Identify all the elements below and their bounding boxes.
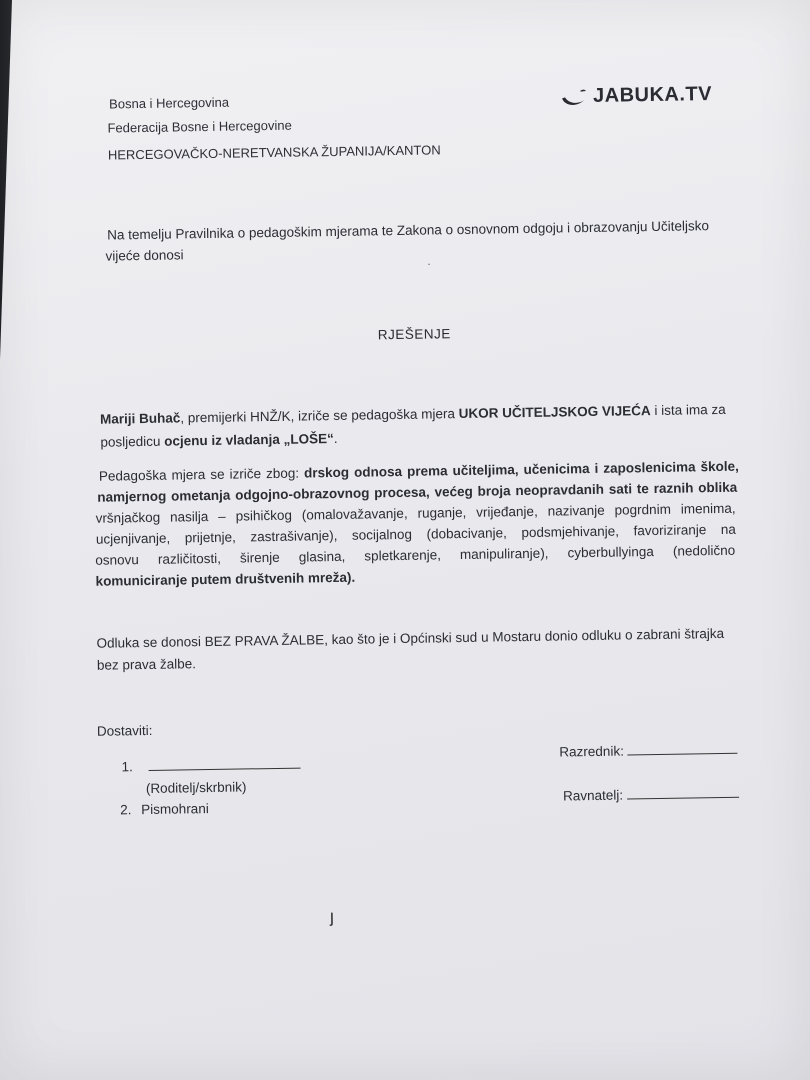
delivery-item-2 [120,798,209,820]
logo-text: JABUKA.TV [592,83,713,107]
delivery-item-2-text: Pismohrani [141,801,209,818]
delivery-item-1-number: 1. [121,759,133,775]
appeal-start: Odluka se donosi [96,634,202,651]
delivery-item-1-sub: (Roditelj/skrbnik) [145,779,247,797]
reasons-line-6: komuniciranje putem društvenih mreža). [95,569,356,589]
delivery-label: Dostaviti: [96,722,153,739]
reasons-line-2: namjernog ometanja odgojno-obrazovnog procesa, većeg broja neopravdanih sati te raznih oblika [97,479,738,505]
reasons-line-3: vršnjačkog nasilja – psihičkog (omalovažavanje, ruganje, vrijeđanje, nazivanje pogrdnim imenima, [95,500,736,526]
pen-mark: ȷ [329,906,335,927]
appeal-line-2: bez prava žalbe. [96,656,197,673]
decision-line-1 [100,399,726,430]
decision-line2-end: . [333,430,338,447]
signature-class-teacher-label: Razrednik: [559,743,624,760]
header-canton: HERCEGOVAČKO-NERETVANSKA ŽUPANIJA/KANTON [107,142,441,163]
decision-line2-start: posljedicu [100,433,161,450]
signature-principal-line [627,785,739,800]
signature-principal [563,783,739,807]
reasons-line-4: ucjenjivanje, prijetnje, zastrašivanje), socijalnog (dobacivanje, podsmjehivanje, favoriziranje na [95,521,736,547]
decision-measure: UKOR UČITELJSKOG VIJEĆA [458,403,651,422]
reasons-line-5: osnovu različitosti, širenje glasina, spletkarenje, manipuliranje), cyberbullyinga (nedolično [95,542,736,568]
decision-text-1: , premijerki HNŽ/K, izriče se pedagoška mjera [180,406,456,426]
reasons-text-1: drskog odnosa prema učiteljima, učenicima i zaposlenicima škole, [303,458,739,481]
delivery-item-2-number: 2. [120,802,132,818]
decision-text-2: i ista ima za [654,401,726,418]
decision-grade: ocjenu iz vladanja „LOŠE“ [164,431,334,449]
header-federation: Federacija Bosne i Hercegovine [107,117,292,136]
appeal-line-1 [96,623,724,654]
signature-class-teacher [559,739,738,763]
stray-mark: ˙ [427,261,432,276]
signature-principal-label: Ravnatelj: [562,787,624,804]
decision-name: Mariji Buhač [99,410,181,427]
delivery-item-1 [121,754,300,778]
decision-line-2 [100,428,337,453]
header-country: Bosna i Hercegovina [108,94,230,112]
signature-class-teacher-line [628,741,738,756]
jabuka-logo [559,83,712,108]
jabuka-logo-icon [559,85,589,107]
intro-line-1: Na temelju Pravilnika o pedagoškim mjerama te Zakona o osnovnom odgoju i obrazovanju Učiteljsko [107,218,710,243]
intro-line-2: vijeće donosi [105,247,184,264]
document-title: RJEŠENJE [377,326,451,343]
delivery-item-1-blank-line [148,756,300,771]
appeal-bold: BEZ PRAVA ŽALBE [204,632,325,650]
appeal-end: , kao što je i Općinski sud u Mostaru donio odluku o zabrani štrajka [324,625,725,648]
reasons-lead: Pedagoška mjera se izriče zbog: [98,465,300,484]
